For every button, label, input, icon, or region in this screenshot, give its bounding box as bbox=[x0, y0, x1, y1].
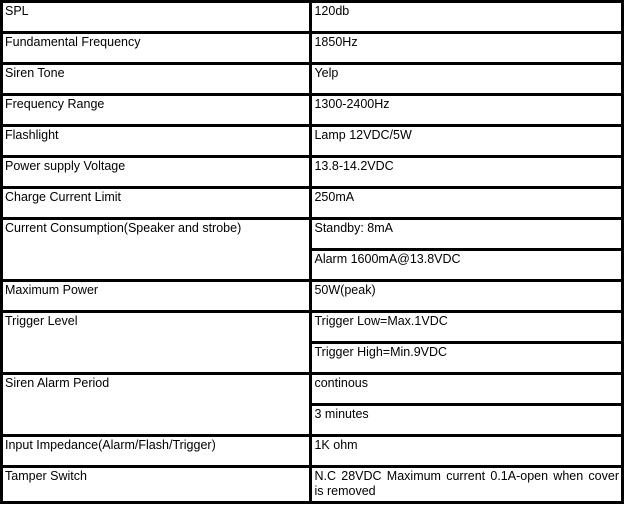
spec-value: 1300-2400Hz bbox=[312, 96, 624, 127]
table-row bbox=[3, 96, 624, 127]
table-row bbox=[3, 220, 624, 251]
table-row bbox=[3, 375, 624, 406]
table-row bbox=[3, 313, 624, 344]
spec-label: Maximum Power bbox=[3, 282, 312, 313]
table-row bbox=[3, 127, 624, 158]
table-row bbox=[3, 158, 624, 189]
spec-label: Siren Tone bbox=[3, 65, 312, 96]
spec-value: Standby: 8mA bbox=[312, 220, 624, 251]
spec-value: 120db bbox=[312, 3, 624, 34]
spec-label: Trigger Level bbox=[3, 313, 312, 375]
table-row bbox=[3, 468, 624, 504]
spec-label: Input Impedance(Alarm/Flash/Trigger) bbox=[3, 437, 312, 468]
spec-value: Alarm 1600mA@13.8VDC bbox=[312, 251, 624, 282]
spec-value: Trigger High=Min.9VDC bbox=[312, 344, 624, 375]
spec-label: SPL bbox=[3, 3, 312, 34]
spec-label: Tamper Switch bbox=[3, 468, 312, 504]
spec-value: 1850Hz bbox=[312, 34, 624, 65]
table-row bbox=[3, 437, 624, 468]
spec-label: Flashlight bbox=[3, 127, 312, 158]
table-row bbox=[3, 34, 624, 65]
spec-value: Lamp 12VDC/5W bbox=[312, 127, 624, 158]
spec-label: Power supply Voltage bbox=[3, 158, 312, 189]
spec-value: continous bbox=[312, 375, 624, 406]
table-row bbox=[3, 3, 624, 34]
spec-value: 250mA bbox=[312, 189, 624, 220]
table-row bbox=[3, 65, 624, 96]
spec-label: Frequency Range bbox=[3, 96, 312, 127]
spec-value: 50W(peak) bbox=[312, 282, 624, 313]
spec-value: Yelp bbox=[312, 65, 624, 96]
spec-label: Charge Current Limit bbox=[3, 189, 312, 220]
spec-label: Current Consumption(Speaker and strobe) bbox=[3, 220, 312, 282]
spec-label: Fundamental Frequency bbox=[3, 34, 312, 65]
spec-label: Siren Alarm Period bbox=[3, 375, 312, 437]
table-row bbox=[3, 282, 624, 313]
spec-value: 1K ohm bbox=[312, 437, 624, 468]
spec-value: Trigger Low=Max.1VDC bbox=[312, 313, 624, 344]
spec-value: 3 minutes bbox=[312, 406, 624, 437]
table-row bbox=[3, 189, 624, 220]
spec-value: N.C 28VDC Maximum current 0.1A-open when cover is removed bbox=[312, 468, 624, 504]
spec-value: 13.8-14.2VDC bbox=[312, 158, 624, 189]
